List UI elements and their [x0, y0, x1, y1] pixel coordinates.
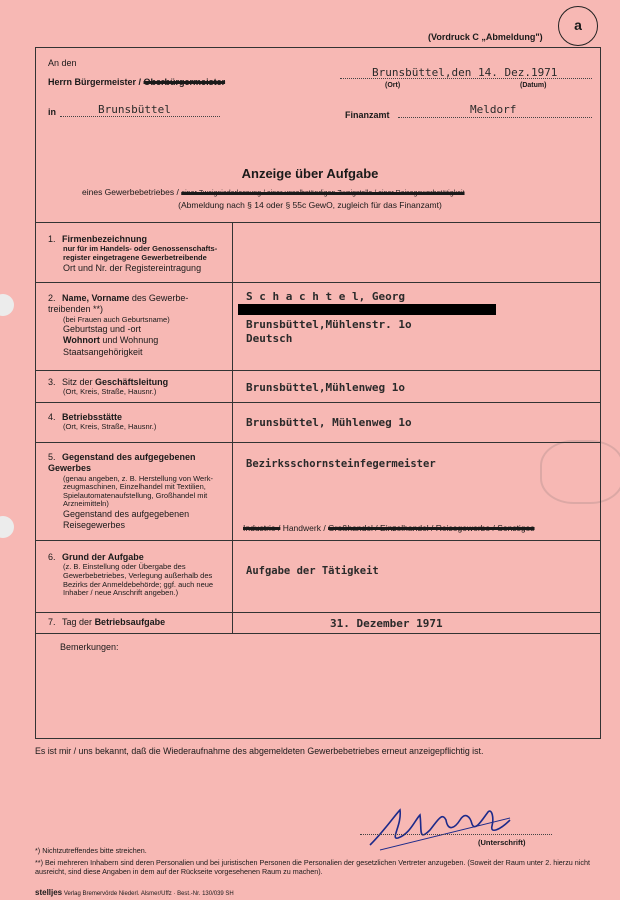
row-2-value-address: Brunsbüttel,Mühlenstr. 1o — [246, 318, 412, 331]
row-divider-5 — [36, 540, 600, 541]
row-2-extra-2-rest: und Wohnung — [99, 335, 159, 346]
signature-scribble — [360, 790, 540, 860]
row-3-num: 3. — [48, 377, 56, 387]
row-7-num: 7. — [48, 617, 56, 627]
signature-line — [360, 834, 552, 835]
row-5-label — [48, 452, 228, 532]
row-2-title: Name, Vorname — [62, 293, 130, 303]
finanzamt-label: Finanzamt — [345, 110, 390, 120]
industry-struck-a: Industrie / — [243, 523, 281, 533]
row-5-small: (genau angeben, z. B. Herstellung von Werk-zeugmaschinen, Einzelhandel mit Textilien, Spielautomatenaufstellung, Großhandel mit Arzneimitteln) — [63, 473, 213, 509]
row-6-label — [48, 552, 228, 598]
industry-line — [243, 523, 535, 533]
row-2-title-rest: des Gewerbe-treibenden **) — [48, 293, 189, 315]
row-6-title: Grund der Aufgabe — [62, 552, 144, 562]
row-7-value: 31. Dezember 1971 — [330, 617, 443, 630]
row-divider-7 — [36, 633, 600, 634]
industry-plain: Handwerk / — [280, 523, 329, 533]
badge-letter: a — [574, 17, 582, 33]
row-2-value-nationality: Deutsch — [246, 332, 293, 345]
row-4-label — [48, 412, 228, 432]
table-divider-vertical — [232, 222, 233, 633]
row-6-num: 6. — [48, 552, 56, 562]
row-7-title: Betriebsaufgabe — [94, 617, 166, 627]
remarks-label: Bemerkungen: — [60, 642, 119, 652]
row-5-extra: Gegenstand des aufgegebenen Reisegewerbes — [63, 509, 190, 531]
redaction-bar — [238, 304, 496, 315]
row-5-title: Gegenstand des aufgegebenen Gewerbes — [48, 452, 196, 474]
footnote-2: **) Bei mehreren Inhabern sind deren Personalien und bei juristischen Personen die Personalien der gesetzlichen Vertreter anzugeben. (Soweit der Raum unter 2. hierzu nicht ausreicht, sind diese Angaben in dem auf der Rückseite vorgesehenen Raum zu machen). — [35, 858, 590, 877]
publisher-line — [35, 888, 234, 897]
row-1-small: nur für im Handels- oder Genossenschafts-register eingetragene Gewerbetreibende — [63, 244, 218, 262]
row-4-small: (Ort, Kreis, Straße, Hausnr.) — [63, 422, 157, 432]
row-2-label — [48, 293, 228, 358]
row-3-label — [48, 377, 228, 397]
row-3-small: (Ort, Kreis, Straße, Hausnr.) — [63, 387, 157, 397]
finanzamt-line — [398, 117, 592, 118]
subtitle-struck: einer Zweigniederlassung / einer unselbständigen Zweigstelle / einer Reisegewerbetätigkeit — [181, 190, 465, 197]
row-5-value: Bezirksschornsteinfegermeister — [246, 458, 436, 470]
an-den-label: An den — [48, 58, 77, 68]
row-divider-4 — [36, 442, 600, 443]
herrn-label — [48, 77, 225, 87]
row-6-value: Aufgabe der Tätigkeit — [246, 565, 379, 577]
row-6-small: (z. B. Einstellung oder Übergabe des Gewerbebetriebes, Verlegung außerhalb des Bezirks der Anmeldebehörde; ggf. auch neue Inhaber / neue Anschrift angeben.) — [63, 562, 214, 598]
publisher-info: Verlag Bremervörde Niederl. Alsmer/Uffz · Best.-Nr. 130/039 SH — [63, 891, 234, 897]
row-3-value: Brunsbüttel,Mühlenweg 1o — [246, 381, 405, 394]
ort-caption: (Ort) — [385, 82, 401, 89]
row-5-num: 5. — [48, 452, 56, 462]
row-1-title: Firmenbezeichnung — [62, 234, 148, 244]
subtitle-prefix: eines Gewerbebetriebes / — [82, 187, 182, 197]
row-divider-2 — [36, 370, 600, 371]
ort-datum-line — [340, 78, 592, 79]
row-1-num: 1. — [48, 234, 56, 244]
row-1-label — [48, 234, 228, 274]
row-divider-6 — [36, 612, 600, 613]
form-subtitle — [82, 187, 465, 197]
row-3-pre: Sitz der — [62, 377, 96, 387]
row-divider-1 — [36, 282, 600, 283]
row-divider-3 — [36, 402, 600, 403]
row-2-value-name: S c h a c h t e l, Georg — [246, 290, 405, 303]
notice-text: Es ist mir / uns bekannt, daß die Wiederaufnahme des abgemeldeten Gewerbebetriebes erneut anzeigepflichtig ist. — [35, 746, 484, 756]
form-subtitle-line2: (Abmeldung nach § 14 oder § 55c GewO, zugleich für das Finanzamt) — [178, 200, 442, 210]
row-2-extra-1: Geburtstag und -ort — [63, 324, 142, 335]
row-3-title: Geschäftsleitung — [95, 377, 169, 387]
row-4-num: 4. — [48, 412, 56, 422]
row-2-small: (bei Frauen auch Geburtsname) — [63, 314, 170, 324]
row-7-pre: Tag der — [62, 617, 95, 627]
in-value: Brunsbüttel — [98, 103, 171, 116]
in-label: in — [48, 107, 56, 117]
row-4-title: Betriebsstätte — [62, 412, 123, 422]
herrn-struck-text: Oberbürgermeister — [143, 77, 226, 87]
signature-caption: (Unterschrift) — [478, 838, 526, 847]
row-2-extra-2 — [63, 335, 228, 346]
row-2-extra-3: Staatsangehörigkeit — [63, 346, 143, 357]
footnote-1: *) Nichtzutreffendes bitte streichen. — [35, 846, 147, 855]
row-1-extra: Ort und Nr. der Registereintragung — [63, 262, 202, 273]
row-2-extra-2-bold: Wohnort — [63, 335, 100, 346]
form-variant-label: (Vordruck C „Abmeldung") — [428, 32, 543, 42]
in-line — [60, 116, 220, 117]
ort-datum-value: Brunsbüttel,den 14. Dez.1971 — [372, 66, 558, 79]
datum-caption: (Datum) — [520, 82, 547, 89]
form-variant-badge — [558, 6, 598, 46]
form-title: Anzeige über Aufgabe — [241, 166, 379, 181]
publisher-brand: stelljes — [35, 888, 63, 897]
row-7-label — [48, 617, 228, 628]
industry-struck-b: Großhandel / Einzelhandel / Reisegewerbe / Sonstiges — [328, 523, 535, 533]
row-4-value: Brunsbüttel, Mühlenweg 1o — [246, 416, 412, 429]
punch-hole-top — [0, 294, 14, 316]
herrn-label-text: Herrn Bürgermeister / — [48, 77, 144, 87]
punch-hole-bottom — [0, 516, 14, 538]
table-top-line — [36, 222, 600, 223]
row-2-num: 2. — [48, 293, 56, 303]
finanzamt-value: Meldorf — [470, 103, 517, 116]
